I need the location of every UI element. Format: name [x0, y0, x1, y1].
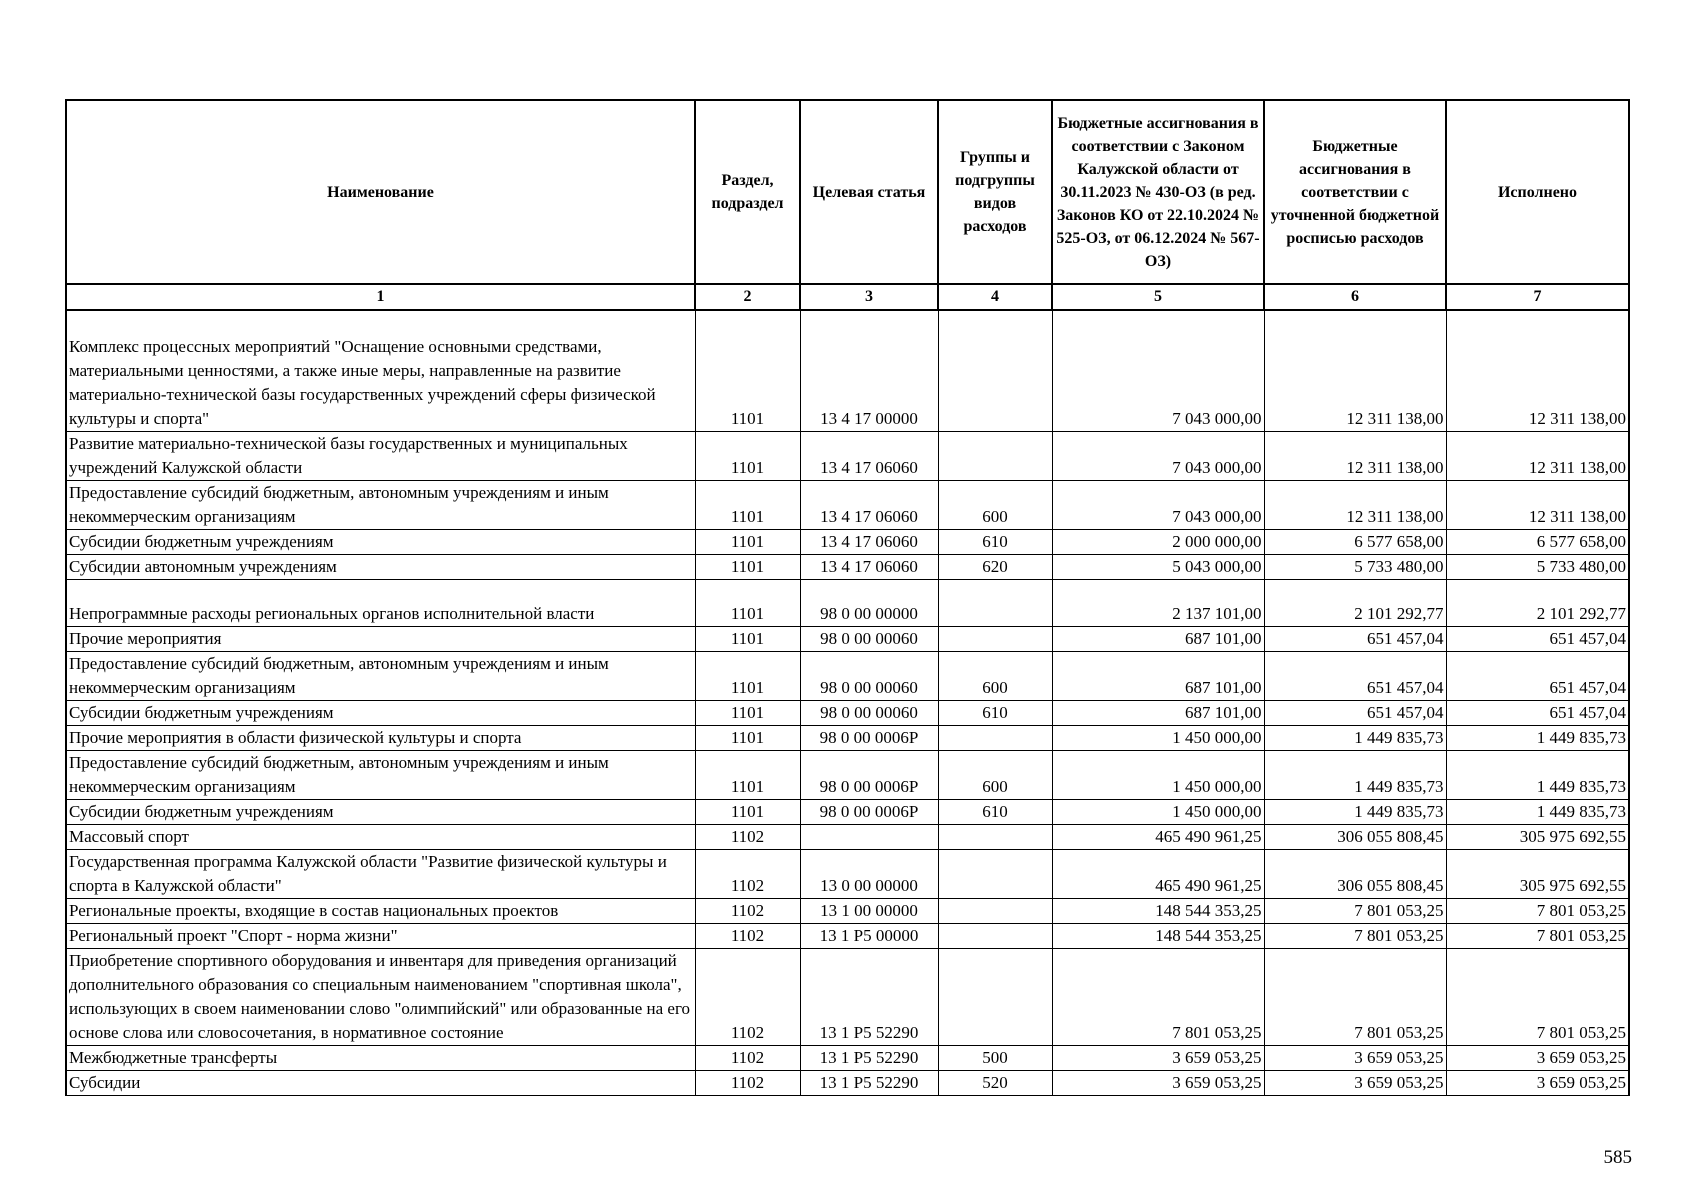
row-executed: 7 801 053,25	[1446, 924, 1629, 949]
row-budget-law: 1 450 000,00	[1052, 726, 1264, 751]
table-row	[66, 800, 1629, 825]
table-row	[66, 555, 1629, 580]
row-name: Субсидии автономным учреждениям	[66, 555, 695, 580]
row-target: 13 4 17 06060	[800, 555, 938, 580]
table-row	[66, 310, 1629, 432]
row-name: Субсидии	[66, 1071, 695, 1096]
row-section: 1102	[695, 1071, 800, 1096]
row-name: Непрограммные расходы региональных органов исполнительной власти	[66, 580, 695, 627]
row-group	[938, 627, 1052, 652]
row-budget-law: 148 544 353,25	[1052, 924, 1264, 949]
row-budget-law: 3 659 053,25	[1052, 1046, 1264, 1071]
row-group	[938, 825, 1052, 850]
table-row	[66, 899, 1629, 924]
row-executed: 305 975 692,55	[1446, 825, 1629, 850]
row-budget-law: 687 101,00	[1052, 701, 1264, 726]
row-budget-refined: 12 311 138,00	[1264, 432, 1446, 481]
budget-table	[65, 99, 1630, 1096]
table-row	[66, 652, 1629, 701]
row-section: 1101	[695, 481, 800, 530]
row-budget-law: 7 043 000,00	[1052, 481, 1264, 530]
row-budget-law: 1 450 000,00	[1052, 800, 1264, 825]
row-budget-refined: 306 055 808,45	[1264, 850, 1446, 899]
table-row	[66, 481, 1629, 530]
row-budget-law: 7 801 053,25	[1052, 949, 1264, 1046]
row-name: Субсидии бюджетным учреждениям	[66, 800, 695, 825]
header-target: Целевая статья	[800, 100, 938, 284]
row-group	[938, 580, 1052, 627]
row-executed: 7 801 053,25	[1446, 949, 1629, 1046]
column-number: 6	[1264, 284, 1446, 310]
table-row	[66, 580, 1629, 627]
row-executed: 3 659 053,25	[1446, 1071, 1629, 1096]
row-executed: 7 801 053,25	[1446, 899, 1629, 924]
row-group: 600	[938, 751, 1052, 800]
row-name: Комплекс процессных мероприятий "Оснащение основными средствами, материальными ценностями, а также иные меры, направленные на развитие материально-технической базы государственных учреждений сферы физической культуры и спорта"	[66, 310, 695, 432]
row-section: 1101	[695, 530, 800, 555]
row-budget-law: 7 043 000,00	[1052, 310, 1264, 432]
row-budget-refined: 306 055 808,45	[1264, 825, 1446, 850]
row-budget-refined: 12 311 138,00	[1264, 310, 1446, 432]
row-executed: 651 457,04	[1446, 627, 1629, 652]
row-name: Межбюджетные трансферты	[66, 1046, 695, 1071]
row-group	[938, 310, 1052, 432]
row-name: Приобретение спортивного оборудования и инвентаря для приведения организаций дополнительного образования со специальным наименованием "спортивная школа", использующих в своем наименовании слово "олимпийский" или образованные на его основе слова или словосочетания, в нормативное состояние	[66, 949, 695, 1046]
row-budget-law: 3 659 053,25	[1052, 1071, 1264, 1096]
row-target: 13 1 Р5 52290	[800, 949, 938, 1046]
row-budget-law: 1 450 000,00	[1052, 751, 1264, 800]
table-row	[66, 825, 1629, 850]
row-group: 500	[938, 1046, 1052, 1071]
row-section: 1101	[695, 751, 800, 800]
row-executed: 12 311 138,00	[1446, 481, 1629, 530]
row-name: Субсидии бюджетным учреждениям	[66, 701, 695, 726]
row-target: 13 1 00 00000	[800, 899, 938, 924]
table-row	[66, 924, 1629, 949]
row-budget-refined: 651 457,04	[1264, 627, 1446, 652]
row-section: 1101	[695, 652, 800, 701]
row-budget-refined: 651 457,04	[1264, 652, 1446, 701]
table-row	[66, 432, 1629, 481]
row-target: 13 4 17 06060	[800, 530, 938, 555]
row-budget-refined: 3 659 053,25	[1264, 1046, 1446, 1071]
row-budget-refined: 1 449 835,73	[1264, 726, 1446, 751]
row-name: Региональные проекты, входящие в состав национальных проектов	[66, 899, 695, 924]
row-target: 98 0 00 00060	[800, 652, 938, 701]
row-target	[800, 825, 938, 850]
row-target: 98 0 00 0006Р	[800, 726, 938, 751]
row-name: Прочие мероприятия	[66, 627, 695, 652]
table-row	[66, 726, 1629, 751]
table-row	[66, 1046, 1629, 1071]
row-group: 610	[938, 701, 1052, 726]
row-budget-refined: 6 577 658,00	[1264, 530, 1446, 555]
row-target: 13 0 00 00000	[800, 850, 938, 899]
row-budget-law: 5 043 000,00	[1052, 555, 1264, 580]
header-section: Раздел, подраздел	[695, 100, 800, 284]
row-target: 98 0 00 0006Р	[800, 751, 938, 800]
row-executed: 12 311 138,00	[1446, 310, 1629, 432]
column-number: 7	[1446, 284, 1629, 310]
row-section: 1101	[695, 726, 800, 751]
table-body	[66, 310, 1629, 1096]
table-header	[66, 100, 1629, 310]
row-name: Предоставление субсидий бюджетным, автономным учреждениям и иным некоммерческим организациям	[66, 652, 695, 701]
row-target: 13 4 17 06060	[800, 481, 938, 530]
row-budget-law: 148 544 353,25	[1052, 899, 1264, 924]
column-number: 5	[1052, 284, 1264, 310]
row-section: 1101	[695, 555, 800, 580]
row-group: 520	[938, 1071, 1052, 1096]
row-executed: 3 659 053,25	[1446, 1046, 1629, 1071]
row-target: 98 0 00 00060	[800, 701, 938, 726]
row-target: 13 1 Р5 00000	[800, 924, 938, 949]
row-budget-refined: 12 311 138,00	[1264, 481, 1446, 530]
row-budget-refined: 2 101 292,77	[1264, 580, 1446, 627]
row-executed: 6 577 658,00	[1446, 530, 1629, 555]
row-name: Предоставление субсидий бюджетным, автономным учреждениям и иным некоммерческим организациям	[66, 751, 695, 800]
row-budget-refined: 7 801 053,25	[1264, 899, 1446, 924]
row-executed: 5 733 480,00	[1446, 555, 1629, 580]
row-budget-law: 2 000 000,00	[1052, 530, 1264, 555]
row-target: 13 1 Р5 52290	[800, 1046, 938, 1071]
row-executed: 2 101 292,77	[1446, 580, 1629, 627]
row-group: 620	[938, 555, 1052, 580]
row-target: 98 0 00 00060	[800, 627, 938, 652]
row-name: Субсидии бюджетным учреждениям	[66, 530, 695, 555]
row-group	[938, 726, 1052, 751]
row-executed: 305 975 692,55	[1446, 850, 1629, 899]
row-section: 1102	[695, 850, 800, 899]
row-name: Массовый спорт	[66, 825, 695, 850]
row-section: 1101	[695, 800, 800, 825]
row-executed: 651 457,04	[1446, 652, 1629, 701]
row-group: 610	[938, 530, 1052, 555]
row-name: Развитие материально-технической базы государственных и муниципальных учреждений Калужской области	[66, 432, 695, 481]
row-target: 13 1 Р5 52290	[800, 1071, 938, 1096]
row-budget-refined: 7 801 053,25	[1264, 924, 1446, 949]
row-section: 1102	[695, 949, 800, 1046]
row-name: Государственная программа Калужской области "Развитие физической культуры и спорта в Калужской области"	[66, 850, 695, 899]
table-row	[66, 701, 1629, 726]
table-row	[66, 751, 1629, 800]
row-budget-refined: 1 449 835,73	[1264, 800, 1446, 825]
table-row	[66, 1071, 1629, 1096]
header-name: Наименование	[66, 100, 695, 284]
row-budget-refined: 7 801 053,25	[1264, 949, 1446, 1046]
header-group: Группы и подгруппы видов расходов	[938, 100, 1052, 284]
row-budget-refined: 3 659 053,25	[1264, 1071, 1446, 1096]
row-group	[938, 949, 1052, 1046]
row-executed: 1 449 835,73	[1446, 726, 1629, 751]
row-executed: 1 449 835,73	[1446, 800, 1629, 825]
row-section: 1102	[695, 1046, 800, 1071]
row-budget-law: 465 490 961,25	[1052, 850, 1264, 899]
row-executed: 1 449 835,73	[1446, 751, 1629, 800]
row-group	[938, 899, 1052, 924]
row-target: 13 4 17 00000	[800, 310, 938, 432]
row-name: Региональный проект "Спорт - норма жизни"	[66, 924, 695, 949]
row-section: 1101	[695, 701, 800, 726]
row-section: 1101	[695, 310, 800, 432]
row-budget-law: 7 043 000,00	[1052, 432, 1264, 481]
row-group	[938, 850, 1052, 899]
row-budget-law: 465 490 961,25	[1052, 825, 1264, 850]
row-executed: 651 457,04	[1446, 701, 1629, 726]
row-section: 1101	[695, 432, 800, 481]
table-row	[66, 627, 1629, 652]
row-group	[938, 432, 1052, 481]
row-section: 1101	[695, 580, 800, 627]
row-target: 98 0 00 00000	[800, 580, 938, 627]
column-number: 1	[66, 284, 695, 310]
row-budget-law: 687 101,00	[1052, 652, 1264, 701]
table-row	[66, 850, 1629, 899]
column-number: 3	[800, 284, 938, 310]
header-budget-refined: Бюджетные ассигнования в соответствии с уточненной бюджетной росписью расходов	[1264, 100, 1446, 284]
row-executed: 12 311 138,00	[1446, 432, 1629, 481]
row-group: 610	[938, 800, 1052, 825]
row-group: 600	[938, 652, 1052, 701]
row-group	[938, 924, 1052, 949]
row-section: 1101	[695, 627, 800, 652]
row-budget-law: 687 101,00	[1052, 627, 1264, 652]
page-number: 585	[1603, 1147, 1632, 1168]
row-budget-refined: 1 449 835,73	[1264, 751, 1446, 800]
row-budget-law: 2 137 101,00	[1052, 580, 1264, 627]
row-section: 1102	[695, 825, 800, 850]
column-number: 4	[938, 284, 1052, 310]
row-target: 98 0 00 0006Р	[800, 800, 938, 825]
row-name: Прочие мероприятия в области физической культуры и спорта	[66, 726, 695, 751]
row-group: 600	[938, 481, 1052, 530]
row-name: Предоставление субсидий бюджетным, автономным учреждениям и иным некоммерческим организациям	[66, 481, 695, 530]
column-number-row	[66, 284, 1629, 310]
header-executed: Исполнено	[1446, 100, 1629, 284]
column-number: 2	[695, 284, 800, 310]
row-target: 13 4 17 06060	[800, 432, 938, 481]
row-budget-refined: 5 733 480,00	[1264, 555, 1446, 580]
row-section: 1102	[695, 924, 800, 949]
table-row	[66, 949, 1629, 1046]
header-budget-law: Бюджетные ассигнования в соответствии с Законом Калужской области от 30.11.2023 № 430-ОЗ (в ред. Законов КО от 22.10.2024 № 525-ОЗ, от 06.12.2024 № 567-ОЗ)	[1052, 100, 1264, 284]
table-row	[66, 530, 1629, 555]
header-row	[66, 100, 1629, 284]
row-section: 1102	[695, 899, 800, 924]
row-budget-refined: 651 457,04	[1264, 701, 1446, 726]
